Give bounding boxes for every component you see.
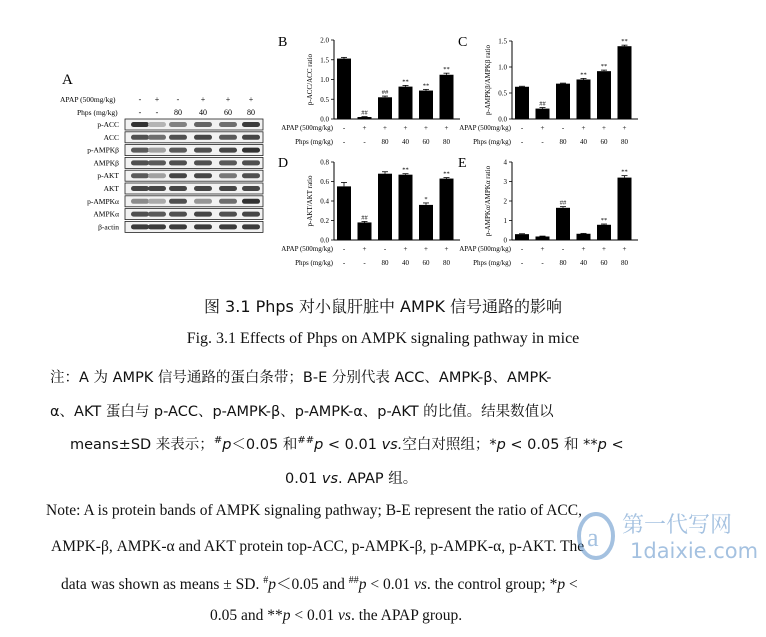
blot-band: [169, 135, 187, 140]
watermark-cn: 第一代写网: [622, 513, 733, 538]
panel-a-apap-label: APAP (500mg/kg): [60, 95, 116, 104]
panel-c-bar: [536, 109, 550, 119]
blot-band: [169, 173, 187, 178]
panel-b-y-tick-label: 2.0: [320, 36, 329, 45]
panel-e-y-tick-label: 4: [503, 158, 507, 167]
panel-d-significance-mark: ##: [361, 214, 368, 222]
panel-a-bands: [87, 119, 263, 232]
blot-band: [148, 148, 166, 153]
panel-c-apap-sign: -: [520, 124, 524, 132]
panel-e-significance-mark: **: [621, 168, 628, 176]
blot-band: [194, 160, 212, 165]
blot-band: [194, 186, 212, 191]
panel-c-phps-dose: 60: [600, 138, 608, 146]
panel-e-y-label: p-AMPKα/AMPKα ratio: [484, 165, 492, 237]
blot-band: [131, 186, 149, 191]
watermark-logo-char: a: [587, 523, 599, 552]
panel-c-significance-mark: **: [600, 63, 608, 71]
panel-a-band-label: ACC: [103, 132, 119, 142]
panel-c-bar: [618, 46, 632, 119]
note-zh-line-3: means±SD 来表示；#p＜0.05 和##p < 0.01 vs.空白对照组；*p < 0.05 和 **p <: [70, 435, 624, 453]
blot-band: [219, 199, 237, 204]
blot-band: [219, 135, 237, 140]
panel-b-apap-sign: +: [444, 124, 449, 132]
panel-b-apap-sign: +: [424, 124, 428, 132]
panel-b-phps-dose: -: [342, 138, 346, 146]
panel-e-bar: [618, 178, 632, 240]
blot-band: [169, 148, 187, 153]
panel-c-apap-sign: +: [540, 124, 545, 132]
panel-e-bar: [536, 236, 550, 240]
panel-e-y-tick-label: 3: [503, 178, 507, 186]
blot-band: [131, 224, 149, 229]
panel-a-band-label: p-ACC: [97, 120, 119, 129]
watermark-url: 1daixie.com: [630, 539, 759, 563]
blot-band: [148, 160, 166, 165]
panel-b-phps-label: Phps (mg/kg): [295, 138, 333, 146]
panel-a-letter: A: [62, 72, 73, 88]
blot-band: [219, 148, 237, 153]
blot-band: [194, 122, 212, 127]
panel-a-western-blot: [60, 72, 263, 232]
panel-d-bar: [337, 186, 351, 240]
panel-b-phps-dose: 40: [402, 138, 409, 146]
panel-e-bar: [556, 208, 570, 240]
panel-a-band-label: p-AMPKβ: [87, 145, 119, 155]
blot-band: [242, 186, 260, 191]
note-en-line-4: 0.05 and **p < 0.01 vs. the APAP group.: [210, 607, 463, 624]
panel-d-phps-dose: 80: [443, 259, 450, 267]
blot-band: [242, 199, 260, 204]
panel-d-bar: [358, 222, 372, 240]
panel-d-significance-mark: **: [443, 170, 450, 178]
panel-c-letter: C: [458, 35, 468, 50]
panel-d-phps-dose: 40: [402, 259, 409, 267]
panel-d-apap-sign: -: [342, 245, 346, 253]
blot-band: [169, 160, 187, 165]
panel-e-significance-mark: ##: [559, 199, 567, 207]
panel-c-bar: [597, 71, 611, 119]
blot-band: [219, 224, 237, 229]
note-zh-line-4: 0.01 vs. APAP 组。: [285, 471, 418, 487]
panel-c-phps-dose: 40: [580, 138, 587, 146]
blot-band: [194, 148, 212, 153]
panel-a-band-label: AKT: [103, 184, 119, 193]
blot-band: [242, 135, 260, 140]
panel-e-phps-dose: 80: [621, 259, 628, 267]
panel-d-apap-sign: +: [424, 245, 428, 253]
panel-a-band-label: p-AMPKα: [87, 196, 119, 206]
panel-c-apap-label: APAP (500mg/kg): [459, 124, 511, 132]
figure-3-1: [0, 0, 766, 290]
panel-a-phps-dose: 80: [247, 108, 255, 117]
panel-d-bar: [419, 205, 433, 240]
blot-band: [194, 224, 212, 229]
panel-a-apap-sign: -: [176, 95, 180, 104]
panel-d-phps-dose: -: [363, 259, 366, 267]
panel-d-bar: [399, 175, 413, 240]
blot-band: [242, 173, 260, 178]
panel-c-phps-dose: -: [520, 138, 524, 146]
note-en-line-2: AMPK-β, AMPK-α and AKT protein top-ACC, p-AMPK-β, p-AMPK-α, p-AKT. The: [51, 538, 585, 555]
panel-b-apap-sign: +: [403, 124, 408, 132]
panel-b-phps-dose: -: [363, 138, 366, 146]
panel-c-apap-sign: +: [581, 124, 586, 132]
panel-d-apap-sign: -: [383, 245, 387, 253]
panel-e-apap-sign: -: [561, 245, 565, 253]
panel-c-phps-dose: 80: [559, 138, 567, 146]
panel-e-chart: [458, 156, 638, 267]
panel-b-apap-label: APAP (500mg/kg): [281, 124, 333, 132]
panel-e-apap-sign: +: [581, 245, 586, 253]
blot-band: [148, 135, 166, 140]
blot-band: [148, 224, 166, 229]
panel-b-letter: B: [278, 35, 288, 50]
panel-d-significance-mark: **: [402, 166, 409, 174]
note-en-line-3: data was shown as means ± SD. #p＜0.05 and ##p < 0.01 vs. the control group; *p <: [61, 574, 578, 593]
panel-c-y-tick-label: 0.5: [498, 89, 507, 98]
panel-b-apap-sign: -: [342, 124, 346, 132]
blot-band: [131, 173, 149, 178]
panel-b-phps-dose: 80: [443, 138, 450, 146]
blot-band: [131, 135, 149, 140]
panel-b-y-tick-label: 1.0: [320, 76, 329, 84]
panel-b-significance-mark: **: [443, 66, 450, 74]
panel-c-chart: [458, 35, 638, 146]
blot-band: [131, 148, 149, 153]
panel-c-y-tick-label: 0.0: [498, 115, 507, 124]
panel-a-apap-sign: -: [138, 95, 142, 104]
panel-b-bar: [358, 117, 372, 119]
blot-band: [242, 212, 260, 217]
panel-e-bar: [515, 234, 529, 240]
note-zh-line-1: 注：A 为 AMPK 信号通路的蛋白条带；B-E 分别代表 ACC、AMPK-β、AMPK-: [50, 370, 552, 386]
panel-a-phps-dose: -: [155, 108, 159, 117]
blot-band: [131, 122, 149, 127]
panel-c-phps-label: Phps (mg/kg): [473, 138, 511, 146]
panel-e-phps-dose: -: [541, 259, 544, 267]
panel-b-y-label: p-ACC/ACC ratio: [306, 53, 314, 106]
blot-band: [169, 186, 187, 191]
panel-b-significance-mark: ##: [381, 89, 389, 97]
blot-band: [148, 199, 166, 204]
panel-c-y-tick-label: 1.5: [498, 37, 507, 46]
blot-band: [148, 186, 166, 191]
panel-e-apap-sign: +: [602, 245, 606, 253]
blot-band: [131, 160, 149, 165]
panel-c-apap-sign: +: [622, 124, 627, 132]
blot-band: [242, 224, 260, 229]
panel-e-apap-sign: -: [520, 245, 524, 253]
panel-a-apap-sign: +: [248, 95, 254, 104]
panel-c-significance-mark: ##: [539, 100, 546, 108]
panel-a-band-label: AMPKβ: [93, 158, 119, 168]
panel-a-apap-sign: +: [225, 95, 231, 104]
panel-d-apap-sign: +: [444, 245, 449, 253]
panel-e-bar: [577, 234, 591, 240]
panel-e-significance-mark: **: [600, 217, 608, 225]
panel-b-y-tick-label: 0.0: [320, 115, 329, 124]
panel-c-bar: [556, 84, 570, 119]
panel-c-significance-mark: **: [621, 38, 628, 46]
panel-c-y-label: p-AMPKβ/AMPKβ ratio: [484, 45, 492, 115]
panel-e-phps-dose: 60: [600, 259, 608, 267]
blot-band: [219, 160, 237, 165]
blot-band: [148, 122, 166, 127]
panel-a-lane-labels: [139, 95, 255, 117]
panel-b-bar: [378, 97, 392, 119]
panel-e-y-tick-label: 0: [503, 236, 507, 245]
panel-c-significance-mark: **: [580, 71, 587, 79]
panel-a-phps-dose: 40: [199, 108, 207, 117]
blot-band: [169, 122, 187, 127]
blot-band: [148, 212, 166, 217]
watermark-logo: [574, 502, 760, 566]
panel-c-apap-sign: +: [602, 124, 606, 132]
panel-b-phps-dose: 60: [422, 138, 430, 146]
blot-band: [131, 199, 149, 204]
panel-b-significance-mark: **: [422, 82, 430, 90]
panel-b-apap-sign: +: [362, 124, 367, 132]
panel-d-y-tick-label: 0.2: [320, 217, 329, 225]
figure-caption-zh: 图 3.1 Phps 对小鼠肝脏中 AMPK 信号通路的影响: [203, 297, 563, 316]
panel-d-significance-mark: *: [424, 195, 428, 203]
panel-b-significance-mark: **: [402, 78, 409, 86]
panel-b-bar: [399, 87, 413, 119]
blot-band: [169, 199, 187, 204]
panel-b-y-tick-label: 0.5: [320, 95, 329, 104]
panel-a-phps-dose: -: [138, 108, 142, 117]
panel-d-bar: [440, 179, 454, 240]
panel-e-letter: E: [458, 156, 467, 171]
panel-b-apap-sign: +: [383, 124, 387, 132]
panel-e-apap-sign: +: [540, 245, 545, 253]
blot-band: [219, 173, 237, 178]
panel-e-phps-dose: 40: [580, 259, 587, 267]
panel-b-chart: [278, 35, 460, 146]
note-en-line-1: Note: A is protein bands of AMPK signaling pathway; B-E represent the ratio of ACC,: [46, 502, 582, 519]
panel-d-bar: [378, 174, 392, 240]
panel-c-bar: [515, 87, 529, 119]
note-zh-line-2: α、AKT 蛋白与 p-ACC、p-AMPK-β、p-AMPK-α、p-AKT 的比值。结果数值以: [50, 404, 554, 420]
panel-d-chart: [278, 156, 460, 267]
blot-band: [194, 199, 212, 204]
panel-a-phps-dose: 60: [224, 108, 232, 117]
blot-band: [242, 160, 260, 165]
panel-d-letter: D: [278, 156, 289, 171]
panel-a-phps-label: Phps (mg/kg): [77, 108, 118, 117]
panel-d-y-label: p-AKT/AKT ratio: [306, 175, 314, 227]
panel-d-y-tick-label: 0.0: [320, 236, 329, 245]
panel-a-band-label: p-AKT: [97, 171, 119, 181]
panel-c-y-tick-label: 1.0: [498, 63, 507, 72]
panel-e-apap-sign: +: [622, 245, 627, 253]
panel-d-y-tick-label: 0.8: [320, 158, 329, 167]
panel-b-significance-mark: ##: [361, 109, 368, 117]
panel-d-apap-sign: +: [403, 245, 408, 253]
blot-band: [242, 148, 260, 153]
panel-d-phps-dose: 60: [422, 259, 430, 267]
blot-band: [169, 212, 187, 217]
panel-e-phps-dose: 80: [559, 259, 567, 267]
panel-c-apap-sign: -: [561, 124, 565, 132]
panel-d-y-tick-label: 0.6: [320, 178, 329, 186]
panel-e-y-tick-label: 1: [503, 217, 507, 225]
panel-d-y-tick-label: 0.4: [320, 197, 329, 206]
panel-a-band-label: AMPKα: [93, 209, 119, 219]
panel-a-band-label: β-actin: [98, 222, 119, 232]
panel-b-bar: [440, 75, 454, 119]
panel-d-apap-sign: +: [362, 245, 367, 253]
panel-b-y-tick-label: 1.5: [320, 56, 329, 65]
blot-band: [169, 224, 187, 229]
panel-e-phps-dose: -: [520, 259, 524, 267]
panel-c-bar: [577, 79, 591, 119]
panel-b-bar: [337, 59, 351, 119]
panel-d-phps-dose: 80: [381, 259, 389, 267]
panel-e-phps-label: Phps (mg/kg): [473, 259, 511, 267]
panel-e-bar: [597, 225, 611, 240]
blot-band: [194, 212, 212, 217]
panel-a-apap-sign: +: [200, 95, 206, 104]
blot-band: [219, 186, 237, 191]
panel-c-phps-dose: -: [541, 138, 544, 146]
panel-a-phps-dose: 80: [174, 108, 182, 117]
blot-band: [242, 122, 260, 127]
blot-band: [131, 212, 149, 217]
blot-band: [194, 135, 212, 140]
blot-band: [194, 173, 212, 178]
panel-e-y-tick-label: 2: [503, 197, 507, 206]
panel-b-phps-dose: 80: [381, 138, 389, 146]
panel-b-bar: [419, 91, 433, 119]
panel-d-apap-label: APAP (500mg/kg): [281, 245, 333, 253]
panel-d-phps-dose: -: [342, 259, 346, 267]
panel-d-phps-label: Phps (mg/kg): [295, 259, 333, 267]
panel-a-apap-sign: +: [154, 95, 160, 104]
panel-c-phps-dose: 80: [621, 138, 628, 146]
blot-band: [219, 122, 237, 127]
figure-caption-en: Fig. 3.1 Effects of Phps on AMPK signaling pathway in mice: [186, 330, 580, 347]
blot-band: [219, 212, 237, 217]
panel-e-apap-label: APAP (500mg/kg): [459, 245, 511, 253]
blot-band: [148, 173, 166, 178]
